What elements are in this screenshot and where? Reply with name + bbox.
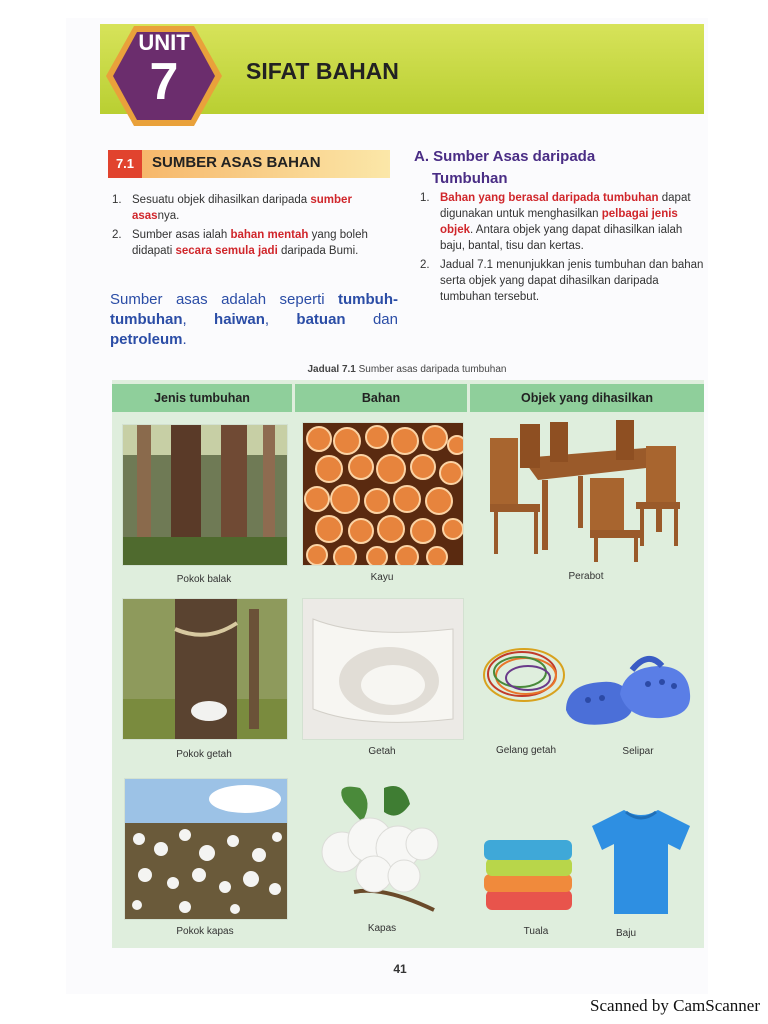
rubber-bands-image	[478, 640, 570, 710]
label-towel: Tuala	[523, 926, 549, 937]
list-item	[112, 227, 394, 259]
header-plant-type: Jenis tumbuhan	[112, 384, 292, 412]
summary-keyword: tumbuh-tumbuhan	[110, 291, 398, 328]
timber-tree-image	[122, 424, 288, 566]
towels-image	[480, 836, 578, 916]
slippers-image	[562, 650, 694, 736]
header-material: Bahan	[295, 384, 467, 412]
unit-label: UNIT	[138, 30, 190, 55]
highlight-text: Bahan yang berasal daripada tumbuhan	[440, 192, 659, 204]
unit-title: SIFAT BAHAN	[246, 58, 399, 84]
label-rubber-tree: Pokok getah	[176, 749, 232, 760]
shirt-image	[586, 806, 696, 918]
cotton-plant-image	[124, 778, 288, 920]
list-item-text: nya.	[157, 210, 180, 222]
label-slippers: Selipar	[622, 746, 654, 757]
highlight-text: secara semula jadi	[175, 245, 278, 257]
label-rubber: Getah	[368, 746, 396, 757]
highlight-text: pelbagai jenis objek	[440, 208, 678, 236]
summary-keyword: petroleum	[110, 331, 183, 348]
summary-keyword: batuan	[296, 311, 346, 328]
rubber-tree-image	[122, 598, 288, 740]
list-item-text: dapat digunakan untuk menghasilkan	[440, 192, 691, 220]
section-number: 7.1	[108, 150, 142, 178]
highlight-text: sumber asas	[132, 194, 352, 222]
list-item-number: 2.	[112, 229, 122, 241]
wood-logs-image	[302, 422, 464, 566]
page-number: 41	[393, 962, 407, 976]
summary-text-part: ,	[182, 311, 215, 328]
label-timber-tree: Pokok balak	[176, 574, 232, 585]
label-rubber-bands: Gelang getah	[495, 745, 557, 756]
label-wood: Kayu	[370, 572, 394, 583]
list-item-text: Sesuatu objek dihasilkan daripada	[132, 194, 311, 206]
rubber-sheet-image	[302, 598, 464, 740]
highlight-text: bahan mentah	[230, 229, 309, 241]
table-caption-number: Jadual 7.1	[307, 364, 356, 375]
summary-text-part: Sumber asas adalah seperti	[110, 291, 339, 308]
list-item-text: daripada Bumi.	[277, 245, 359, 257]
summary-text-part: .	[182, 331, 187, 348]
table-caption	[110, 364, 704, 375]
list-item-text: Sumber asas ialah	[132, 229, 231, 241]
camscanner-watermark: Scanned by CamScanner	[590, 996, 760, 1015]
label-furniture: Perabot	[568, 571, 604, 582]
summary-text-part: ,	[264, 311, 297, 328]
list-item-text: Jadual 7.1 menunjukkan jenis tumbuhan dan bahan serta objek yang dapat dihasilkan daripada tumbuhan tersebut.	[440, 259, 704, 303]
cotton-boll-image	[314, 782, 454, 916]
unit-number: 7	[149, 53, 179, 111]
summary-text-part: dan	[345, 311, 398, 328]
list-item	[112, 192, 394, 224]
label-shirt: Baju	[615, 928, 636, 939]
summary-keyword: haiwan	[214, 311, 265, 328]
section-list	[112, 192, 394, 262]
subsection-list	[420, 190, 704, 308]
list-item-text: . Antara objek yang dapat dihasilkan ialah baju, bantal, tisu dan kertas.	[440, 224, 683, 252]
summary-text	[110, 290, 398, 350]
section-title: SUMBER ASAS BAHAN	[152, 154, 321, 171]
subsection-heading-line1: A. Sumber Asas daripada	[414, 148, 596, 165]
header-objects: Objek yang dihasilkan	[470, 384, 704, 412]
list-item-text: yang boleh didapati	[132, 229, 368, 257]
list-item-number: 2.	[420, 259, 430, 271]
table-caption-text: Sumber asas daripada tumbuhan	[355, 364, 507, 375]
label-cotton: Kapas	[367, 923, 397, 934]
table-header-row	[112, 384, 704, 412]
list-item	[420, 190, 704, 254]
subsection-heading-line2: Tumbuhan	[432, 170, 508, 187]
subsection-heading	[414, 146, 694, 190]
list-item-number: 1.	[112, 194, 122, 206]
list-item	[420, 257, 704, 305]
label-cotton-plant: Pokok kapas	[176, 926, 234, 937]
furniture-image	[486, 418, 686, 564]
list-item-number: 1.	[420, 192, 430, 204]
